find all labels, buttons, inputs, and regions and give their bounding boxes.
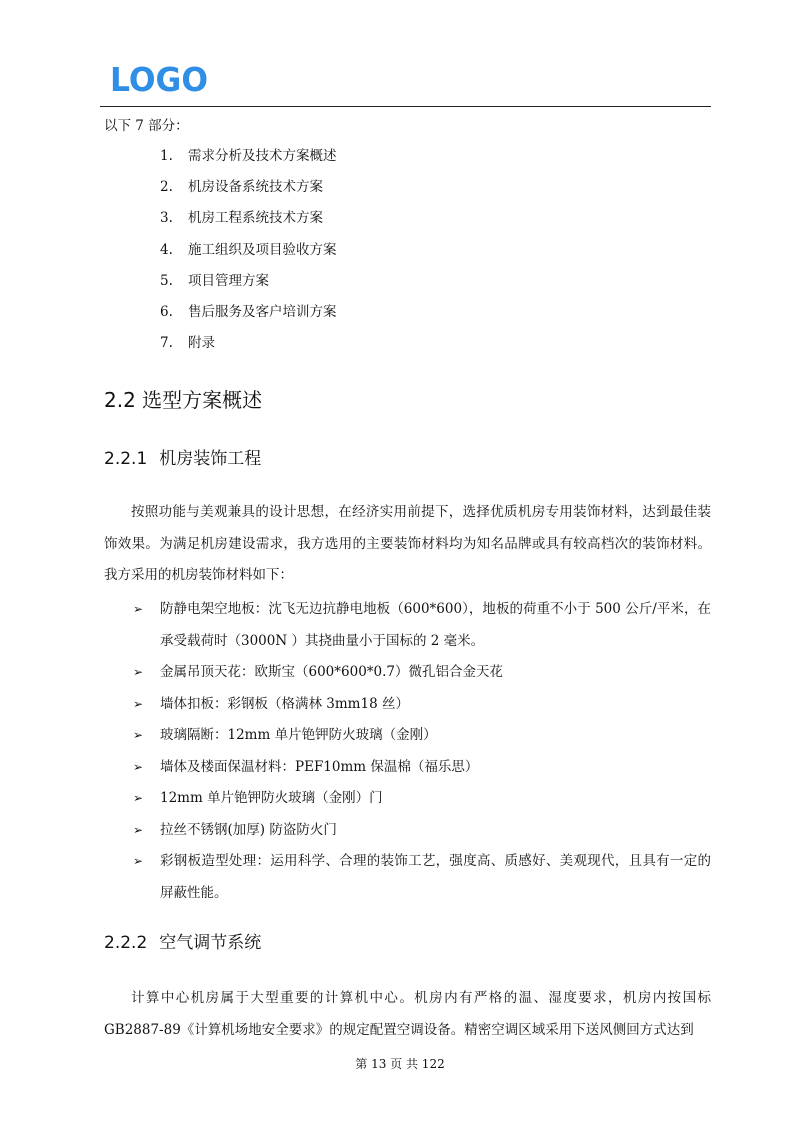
arrow-bullet-icon: ➢ xyxy=(133,854,144,868)
section-heading-2-2-1 xyxy=(104,446,261,472)
list-item-number: 2. xyxy=(160,179,173,196)
arrow-bullet-icon: ➢ xyxy=(133,759,144,774)
section-title: 机房装饰工程 xyxy=(159,449,262,469)
arrow-bullet-icon: ➢ xyxy=(133,728,144,742)
list-item-text: 机房设备系统技术方案 xyxy=(188,179,323,196)
list-item-text: 拉丝不锈钢(加厚) 防盗防火门 xyxy=(160,821,337,838)
arrow-bullet-icon: ➢ xyxy=(133,602,144,616)
list-item-number: 6. xyxy=(160,303,173,320)
section-number: 2.2.1 xyxy=(104,449,148,469)
list-item-text: 12mm 单片铯钾防火玻璃（金刚）门 xyxy=(160,790,383,806)
list-item xyxy=(160,271,337,302)
intro-text: 以下 7 部分： xyxy=(104,118,189,134)
section-heading-2-2-2 xyxy=(104,930,261,956)
list-item xyxy=(160,302,337,333)
list-item-number: 3. xyxy=(160,210,173,227)
body-paragraph: 按照功能与美观兼具的设计思想，在经济实用前提下，选择优质机房专用装饰材料，达到最佳装饰效果。为满足机房建设需求，我方选用的主要装饰材料均为知名品牌或具有较高档次的装饰材料。我方采用的机房装饰材料如下： xyxy=(104,504,711,583)
list-item xyxy=(133,752,711,784)
arrow-bullet-icon: ➢ xyxy=(133,822,144,837)
list-item-text: 售后服务及客户培训方案 xyxy=(188,303,337,320)
list-item-number: 5. xyxy=(160,272,173,289)
list-item xyxy=(133,594,711,657)
list-item-number: 4. xyxy=(160,241,173,258)
body-paragraph: 计算中心机房属于大型重要的计算机中心。机房内有严格的温、湿度要求，机房内按国标GB2887-89《计算机场地安全要求》的规定配置空调设备。精密空调区域采用下送风侧回方式达到 xyxy=(104,990,711,1038)
list-item-text: 附录 xyxy=(188,335,215,352)
section-title: 空气调节系统 xyxy=(159,933,262,953)
logo xyxy=(110,62,210,96)
arrow-bullet-icon: ➢ xyxy=(133,791,144,805)
list-item-text: 金属吊顶天花：欧斯宝（600*600*0.7）微孔铝合金天花 xyxy=(160,664,504,680)
list-item-text: 项目管理方案 xyxy=(188,272,269,289)
list-item-number: 1. xyxy=(160,148,173,164)
arrow-bullet-icon: ➢ xyxy=(133,665,144,679)
section-number: 2.2.2 xyxy=(104,933,148,953)
section-heading-2-2: 2.2 选型方案概述 xyxy=(104,388,263,412)
list-item xyxy=(160,177,337,208)
list-item-text: 彩钢板造型处理：运用科学、合理的装饰工艺，强度高、质感好、美观现代，且具有一定的屏蔽性能。 xyxy=(160,853,711,901)
list-item xyxy=(133,720,711,752)
list-item-text: 机房工程系统技术方案 xyxy=(188,210,323,227)
list-item xyxy=(160,240,337,271)
materials-list xyxy=(133,594,711,909)
parts-list xyxy=(160,146,337,364)
list-item-text: 需求分析及技术方案概述 xyxy=(188,148,337,164)
list-item-text: 施工组织及项目验收方案 xyxy=(188,241,337,258)
list-item-number: 7. xyxy=(160,335,173,352)
list-item xyxy=(160,208,337,239)
header-divider xyxy=(100,106,711,107)
list-item xyxy=(133,689,711,721)
list-item-text: 玻璃隔断：12mm 单片铯钾防火玻璃（金刚） xyxy=(160,727,437,743)
list-item xyxy=(133,815,711,847)
list-item xyxy=(133,846,711,909)
logo-text: LOGO xyxy=(110,62,208,96)
list-item-text: 墙体扣板：彩钢板（格满林 3mm18 丝） xyxy=(160,695,409,712)
list-item xyxy=(160,146,337,177)
arrow-bullet-icon: ➢ xyxy=(133,696,144,711)
list-item xyxy=(133,783,711,815)
list-item xyxy=(133,657,711,689)
list-item xyxy=(160,333,337,364)
page-number: 第 13 页 共 122 xyxy=(355,1057,445,1071)
list-item-text: 墙体及楼面保温材料：PEF10mm 保温棉（福乐思） xyxy=(160,758,479,775)
list-item-text: 防静电架空地板：沈飞无边抗静电地板（600*600），地板的荷重不小于 500 公斤/平米，在承受载荷时（3000N ）其挠曲量小于国标的 2 毫米。 xyxy=(160,601,711,649)
